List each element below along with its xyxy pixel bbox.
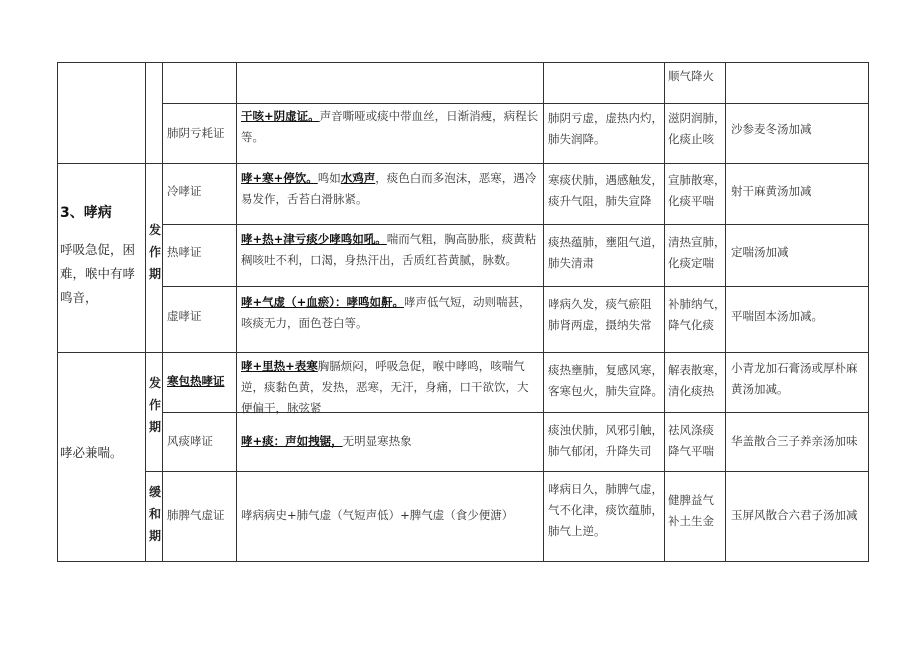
- pathogenesis-line: 肺气郁闭，升降失司: [548, 444, 652, 458]
- treatment-cell: 顺气降火: [668, 69, 714, 83]
- pathogenesis-line: 哮病久发，痰气瘀阻: [548, 297, 652, 311]
- pathogenesis-line: 痰热蕴肺，壅阻气道，: [548, 235, 663, 249]
- pathogenesis-line: 肺失清肃: [548, 256, 594, 270]
- symptom-text: 哮声低气短，动则喘甚，咳痰无力，面色苍白等。: [241, 295, 531, 330]
- symptom-text: ，痰色白而多泡沫，恶寒，遇冷易发作，舌苔白滑脉紧。: [241, 171, 537, 206]
- syndrome-name: 热哮证: [167, 245, 202, 259]
- pathogenesis-cell: [548, 294, 652, 336]
- treatment-cell: [668, 294, 726, 336]
- table-border-top: [57, 62, 868, 63]
- symptoms-cell: [241, 106, 539, 148]
- phase-label-attack: [147, 372, 163, 438]
- symptom-text: 胸膈烦闷，呼吸急促，喉中哮鸣，咳喘气逆，痰黏色黄，发热，恶寒，无汗，身痛，口干欲饮，大便偏干，脉弦紧: [241, 359, 529, 415]
- row-divider: [145, 471, 868, 472]
- treatment-line: 滋阴润肺，: [668, 111, 726, 125]
- syndrome-name: 寒包热哮证: [167, 374, 225, 388]
- treatment-cell: [668, 170, 726, 212]
- formula-cell: 沙参麦冬汤加减: [731, 122, 812, 136]
- treatment-line: 化痰止咳: [668, 132, 714, 146]
- phase-char: 期: [148, 529, 161, 543]
- row-divider: [57, 352, 868, 353]
- pathogenesis-line: 痰升气阻，肺失宣降: [548, 194, 652, 208]
- pathogenesis-line: 肺肾两虚，摄纳失常: [548, 318, 652, 332]
- pathogenesis-line: 痰热壅肺，复感风寒，: [548, 363, 663, 377]
- pathogenesis-line: 痰浊伏肺，风邪引触，: [548, 423, 663, 437]
- treatment-line: 化痰定喘: [668, 256, 714, 270]
- formula-cell: 定喘汤加减: [731, 245, 789, 259]
- treatment-line: 解表散寒，: [668, 363, 726, 377]
- symptom-key: 哮+里热+表寒: [241, 359, 318, 373]
- treatment-line: 宣肺散寒，: [668, 173, 726, 187]
- symptoms-cell: [241, 229, 539, 271]
- symptom-key: 哮+痰：声如拽锯，: [241, 434, 343, 448]
- treatment-line: 降气化痰: [668, 318, 714, 332]
- formula-line: 黄汤加减。: [731, 382, 789, 396]
- formula-line: 小青龙加石膏汤或厚朴麻: [731, 361, 858, 375]
- pathogenesis-line: 肺气上逆。: [548, 524, 606, 538]
- pathogenesis-cell: [548, 360, 663, 402]
- symptom-key: 干咳+阴虚证。: [241, 109, 320, 123]
- symptom-key: 哮+寒+停饮。: [241, 171, 318, 185]
- phase-char: 发: [148, 376, 161, 390]
- phase-char: 作: [148, 398, 161, 412]
- disease-desc-line: 呼吸急促，困: [60, 242, 136, 257]
- pathogenesis-cell: [548, 420, 663, 462]
- phase-char: 和: [148, 507, 161, 521]
- treatment-line: 补肺纳气，: [668, 297, 726, 311]
- phase-char: 发: [148, 223, 161, 237]
- treatment-line: 化痰平喘: [668, 194, 714, 208]
- pathogenesis-line: 哮病日久，肺脾气虚，: [548, 482, 663, 496]
- treatment-cell: [668, 490, 714, 532]
- syndrome-name: 肺脾气虚证: [167, 508, 225, 522]
- pathogenesis-cell: [548, 108, 663, 150]
- disease-title: 3、哮病: [60, 205, 112, 221]
- row-divider: [57, 163, 868, 164]
- pathogenesis-line: 气不化津，痰饮蕴肺，: [548, 503, 663, 517]
- pathogenesis-cell: [548, 479, 663, 542]
- treatment-cell: [668, 232, 726, 274]
- symptoms-cell: 哮病病史+肺气虚（气短声低）+脾气虚（食少便溏）: [241, 508, 514, 522]
- symptom-text: 鸣如: [317, 171, 341, 185]
- phase-char: 期: [148, 420, 161, 434]
- treatment-line: 清化痰热: [668, 384, 714, 398]
- syndrome-name: 冷哮证: [167, 184, 202, 198]
- table-border-bottom: [57, 561, 868, 562]
- col-divider: [664, 62, 665, 562]
- pathogenesis-line: 肺阴亏虚，虚热内灼，: [548, 111, 663, 125]
- symptom-key: 哮+气虚（+血瘀）：哮鸣如鼾。: [241, 295, 405, 309]
- symptom-text: 喘而气粗，胸高胁胀，痰黄粘稠咳吐不利，口渴，身热汗出，舌质红苔黄腻，脉数。: [241, 232, 537, 267]
- syndrome-name: 虚哮证: [167, 309, 202, 323]
- pathogenesis-line: 客寒包火，肺失宣降。: [548, 384, 663, 398]
- symptom-text: 无明显寒热象: [342, 434, 412, 448]
- formula-cell: 射干麻黄汤加减: [731, 184, 812, 198]
- syndrome-name: 风痰哮证: [167, 434, 213, 448]
- pathogenesis-cell: [548, 170, 663, 212]
- symptom-text: 声音嘶哑或痰中带血丝，日渐消瘦，病程长等。: [241, 109, 539, 144]
- treatment-cell: [668, 108, 726, 150]
- phase-label-remission: [147, 481, 163, 547]
- formula-cell: 平喘固本汤加减。: [731, 309, 823, 323]
- symptoms-cell: [241, 356, 539, 419]
- symptoms-cell: [241, 431, 539, 452]
- phase-char: 期: [148, 267, 161, 281]
- phase-char: 作: [148, 245, 161, 259]
- formula-cell: [731, 358, 858, 400]
- pathogenesis-cell: [548, 232, 663, 274]
- phase-char: 缓: [148, 485, 161, 499]
- treatment-line: 清热宣肺，: [668, 235, 726, 249]
- symptom-key: 水鸡声: [340, 171, 376, 185]
- disease-description: [60, 238, 135, 310]
- treatment-line: 健脾益气: [668, 493, 714, 507]
- pathogenesis-line: 寒痰伏肺，遇感触发，: [548, 173, 663, 187]
- treatment-line: 祛风涤痰: [668, 423, 714, 437]
- table-border-right: [868, 62, 869, 562]
- row-divider: [162, 103, 868, 104]
- treatment-cell: [668, 360, 726, 402]
- symptoms-cell: [241, 168, 539, 210]
- treatment-cell: [668, 420, 714, 462]
- phase-label-attack: [147, 219, 163, 285]
- table-border-left: [57, 62, 58, 562]
- symptoms-cell: [241, 292, 539, 334]
- row-divider: [162, 286, 868, 287]
- formula-cell: 玉屏风散合六君子汤加减: [731, 508, 858, 522]
- disease-description: 哮必兼喘。: [60, 445, 123, 460]
- row-divider: [162, 224, 868, 225]
- disease-desc-line: 鸣音，: [60, 290, 98, 305]
- syndrome-name: 肺阴亏耗证: [167, 126, 225, 140]
- treatment-line: 降气平喘: [668, 444, 714, 458]
- col-divider: [145, 62, 146, 562]
- col-divider: [236, 62, 237, 562]
- col-divider: [543, 62, 544, 562]
- pathogenesis-line: 肺失润降。: [548, 132, 606, 146]
- formula-cell: 华盖散合三子养亲汤加味: [731, 434, 858, 448]
- symptom-key: 哮+热+津亏痰少哮鸣如吼。: [241, 232, 387, 246]
- disease-desc-line: 难，喉中有哮: [60, 266, 136, 281]
- treatment-line: 补土生金: [668, 514, 714, 528]
